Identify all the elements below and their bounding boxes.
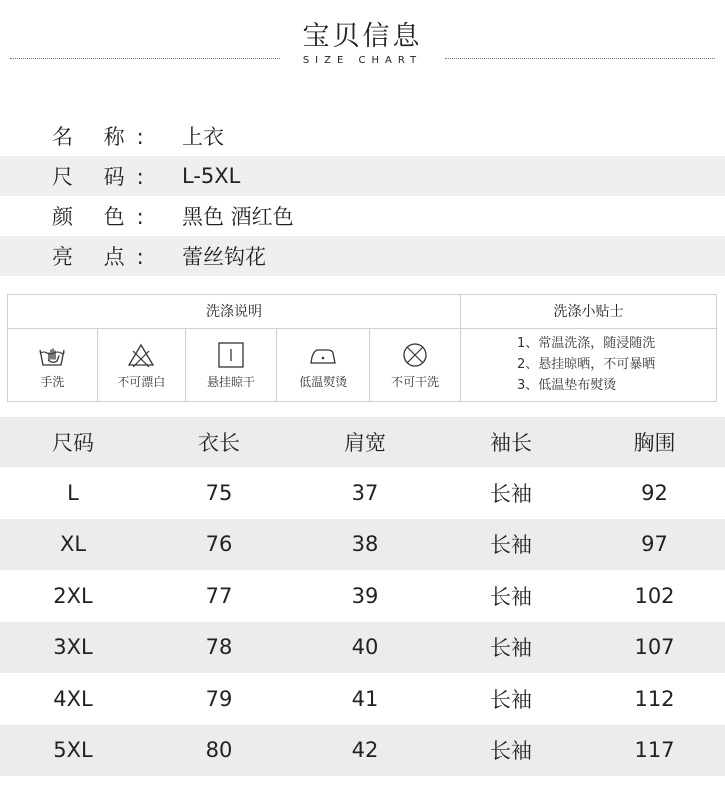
care-instructions: [7, 294, 717, 402]
care-symbol: [98, 329, 186, 401]
table-cell: 117: [634, 738, 675, 763]
wash-tip: 3、低温垫布熨烫: [517, 378, 617, 393]
table-cell: 长袖: [490, 739, 532, 764]
table-cell: 长袖: [490, 533, 532, 558]
wash-tips: [517, 333, 655, 396]
table-cell: 77: [205, 583, 233, 608]
table-row: [0, 467, 725, 519]
page-subtitle: SIZE CHART: [302, 55, 423, 66]
info-row-color: [0, 196, 725, 236]
table-cell: 112: [634, 686, 675, 711]
table-cell: 97: [641, 532, 668, 557]
table-cell: 5XL: [53, 738, 93, 763]
low-iron-icon: [308, 341, 338, 369]
hang-dry-icon: [216, 341, 246, 369]
info-label: 尺 码:: [52, 165, 156, 189]
care-symbol-label: 悬挂晾干: [207, 375, 256, 389]
table-row: [0, 519, 725, 571]
wash-tip: 2、悬挂晾晒，不可暴晒: [517, 357, 656, 372]
care-symbol: [8, 329, 98, 401]
info-value: 上衣: [182, 125, 224, 149]
table-cell: 92: [641, 480, 668, 505]
table-cell: XL: [59, 532, 87, 557]
table-cell: 4XL: [53, 686, 93, 711]
table-header-row: [0, 417, 725, 467]
wash-tip: 1、常温洗涤，随浸随洗: [517, 336, 656, 351]
info-value: 黑色 酒红色: [182, 205, 294, 229]
table-row: [0, 673, 725, 725]
table-cell: 42: [351, 738, 379, 763]
table-cell: 79: [205, 686, 233, 711]
table-cell: 78: [205, 635, 233, 660]
table-cell: L: [67, 480, 79, 505]
care-symbol-label: 不可漂白: [117, 375, 166, 389]
column-header: 尺码: [52, 431, 94, 455]
page-header: [0, 0, 725, 90]
info-label: 颜 色:: [52, 205, 156, 229]
column-header: 袖长: [490, 431, 532, 455]
care-symbols: [8, 329, 461, 401]
care-symbol-label: 低温熨烫: [299, 375, 348, 389]
table-cell: 39: [351, 583, 379, 608]
table-cell: 37: [351, 480, 379, 505]
no-bleach-icon: [126, 341, 156, 369]
wash-title: 洗涤说明: [8, 295, 461, 329]
tips-title: 洗涤小贴士: [461, 295, 716, 329]
page-title: 宝贝信息: [302, 21, 423, 52]
table-cell: 75: [205, 480, 233, 505]
table-cell: 长袖: [490, 636, 532, 661]
care-symbol: [370, 329, 460, 401]
table-cell: 80: [205, 738, 233, 763]
table-cell: 38: [351, 532, 379, 557]
column-header: 衣长: [198, 431, 240, 455]
table-cell: 2XL: [53, 583, 93, 608]
table-cell: 102: [634, 583, 675, 608]
care-symbol-label: 手洗: [40, 375, 65, 389]
column-header: 肩宽: [344, 431, 386, 455]
table-cell: 107: [634, 635, 675, 660]
table-cell: 3XL: [53, 635, 93, 660]
hand-wash-icon: [37, 341, 67, 369]
info-value: L-5XL: [182, 164, 241, 188]
table-cell: 41: [351, 686, 379, 711]
no-dry-clean-icon: [400, 341, 430, 369]
column-header: 胸围: [633, 431, 676, 455]
info-row-highlight: [0, 236, 725, 276]
table-cell: 76: [205, 532, 233, 557]
size-table: [0, 417, 725, 776]
table-row: [0, 570, 725, 622]
care-symbol-label: 不可干洗: [391, 375, 440, 389]
table-cell: 长袖: [490, 584, 532, 609]
care-symbol: [277, 329, 370, 401]
info-row-size: [0, 156, 725, 196]
table-cell: 长袖: [490, 481, 532, 506]
product-info: [0, 116, 725, 276]
info-label: 名 称:: [52, 125, 156, 149]
table-cell: 40: [351, 635, 379, 660]
table-cell: 长袖: [490, 687, 532, 712]
table-row: [0, 622, 725, 674]
info-row-name: [0, 116, 725, 156]
info-value: 蕾丝钩花: [182, 245, 266, 269]
table-row: [0, 725, 725, 777]
info-label: 亮 点:: [52, 245, 156, 269]
care-symbol: [186, 329, 278, 401]
